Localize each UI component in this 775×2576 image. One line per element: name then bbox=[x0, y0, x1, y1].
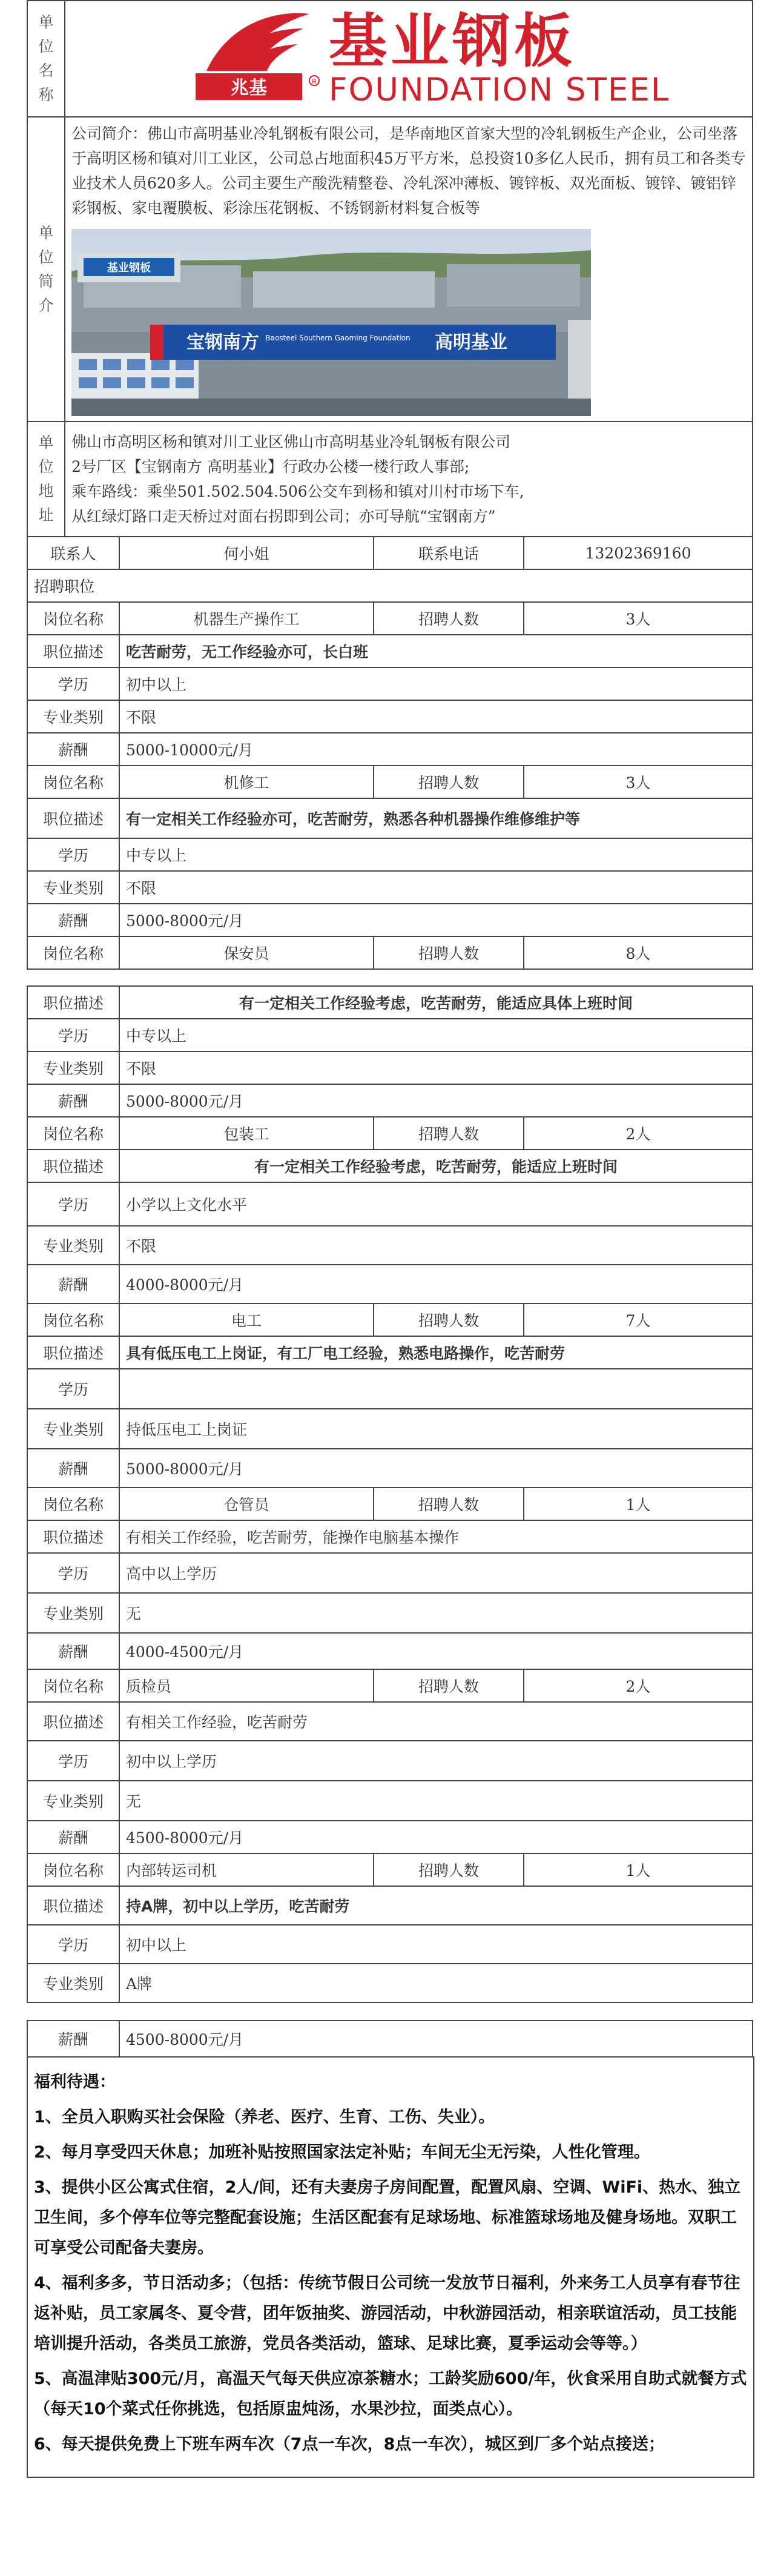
job-major-row bbox=[27, 1781, 753, 1821]
job-title: 机器生产操作工 bbox=[119, 602, 374, 635]
job-major-row bbox=[27, 700, 753, 733]
major-label: 专业类别 bbox=[27, 1964, 119, 2002]
job-major-row bbox=[27, 1051, 753, 1084]
phone-number: 13202369160 bbox=[524, 537, 753, 569]
job-desc-row bbox=[27, 1702, 753, 1741]
description-label: 职位描述 bbox=[27, 1886, 119, 1925]
job-salary: 4500-8000元/月 bbox=[119, 1821, 753, 1853]
job-description: 有相关工作经验，吃苦耐劳 bbox=[119, 1702, 753, 1741]
job-education: 初中以上 bbox=[119, 667, 753, 700]
job-title: 内部转运司机 bbox=[119, 1853, 374, 1886]
address-row bbox=[27, 422, 753, 537]
job-major: 不限 bbox=[119, 700, 753, 733]
unit-name-row bbox=[27, 1, 753, 117]
salary-label: 薪酬 bbox=[27, 1265, 119, 1303]
salary-label: 薪酬 bbox=[27, 904, 119, 936]
job-major: 无 bbox=[119, 1593, 753, 1633]
logo-cell bbox=[65, 1, 753, 117]
job-description: 具有低压电工上岗证，有工厂电工经验，熟悉电路操作，吃苦耐劳 bbox=[119, 1336, 753, 1369]
job-salary-row bbox=[27, 904, 753, 936]
job-header-row bbox=[27, 936, 753, 969]
job-headcount: 2人 bbox=[524, 1669, 753, 1702]
job-education: 小学以上文化水平 bbox=[119, 1182, 753, 1226]
job-headcount: 3人 bbox=[524, 766, 753, 798]
job-title: 质检员 bbox=[119, 1669, 374, 1702]
major-label: 专业类别 bbox=[27, 1226, 119, 1265]
job-edu-row bbox=[27, 667, 753, 700]
job-desc-row bbox=[27, 986, 753, 1019]
job-header-row bbox=[27, 1488, 753, 1520]
address-label: 单位地址 bbox=[38, 434, 54, 524]
position-label: 岗位名称 bbox=[27, 766, 119, 798]
job-edu-row bbox=[27, 1182, 753, 1226]
education-label: 学历 bbox=[27, 1369, 119, 1409]
job-headcount: 1人 bbox=[524, 1853, 753, 1886]
position-label: 岗位名称 bbox=[27, 1117, 119, 1150]
contact-name: 何小姐 bbox=[119, 537, 374, 569]
job-edu-row bbox=[27, 838, 753, 871]
photo-roof-sign: 基业钢板 bbox=[107, 262, 151, 274]
job-desc-row bbox=[27, 798, 753, 838]
intro-label: 单位简介 bbox=[38, 223, 54, 314]
headcount-label: 招聘人数 bbox=[374, 766, 524, 798]
address-label-cell bbox=[27, 422, 65, 537]
position-label: 岗位名称 bbox=[27, 1303, 119, 1336]
job-headcount: 3人 bbox=[524, 602, 753, 635]
job-edu-row bbox=[27, 1741, 753, 1781]
svg-text:R: R bbox=[312, 78, 317, 85]
welfare-item: 5、高温津贴300元/月，高温天气每天供应凉茶糖水；工龄奖励600/年，伙食采用自助式就餐方式（每天10个菜式任你挑选，包括原盅炖汤，水果沙拉，面类点心）。 bbox=[34, 2369, 747, 2419]
major-label: 专业类别 bbox=[27, 1051, 119, 1084]
job-major: 无 bbox=[119, 1781, 753, 1821]
position-label: 岗位名称 bbox=[27, 1488, 119, 1520]
headcount-label: 招聘人数 bbox=[374, 936, 524, 969]
headcount-label: 招聘人数 bbox=[374, 602, 524, 635]
job-title: 机修工 bbox=[119, 766, 374, 798]
table-gap bbox=[27, 970, 752, 985]
education-label: 学历 bbox=[27, 1182, 119, 1226]
major-label: 专业类别 bbox=[27, 1781, 119, 1821]
recruit-title: 招聘职位 bbox=[27, 569, 753, 602]
flame-logo-icon bbox=[196, 10, 323, 107]
job-salary-row bbox=[27, 2021, 753, 2057]
headcount-label: 招聘人数 bbox=[374, 1853, 524, 1886]
job-salary: 5000-8000元/月 bbox=[119, 1084, 753, 1117]
intro-label-cell bbox=[27, 117, 65, 422]
welfare-item: 3、提供小区公寓式住宿，2人/间，还有夫妻房子房间配置，配置风扇、空调、WiFi、热水、独立卫生间，多个停车位等完整配套设施；生活区配套有足球场地、标准篮球场地及健身场地。双职工可享受公司配备夫妻房。 bbox=[34, 2178, 741, 2257]
job-desc-row bbox=[27, 1150, 753, 1182]
job-major-row bbox=[27, 1409, 753, 1449]
job-description: 吃苦耐劳，无工作经验亦可，长白班 bbox=[119, 635, 753, 667]
job-headcount: 2人 bbox=[524, 1117, 753, 1150]
job-header-row bbox=[27, 766, 753, 798]
job-description: 有相关工作经验，吃苦耐劳，能操作电脑基本操作 bbox=[119, 1520, 753, 1553]
contact-label: 联系人 bbox=[27, 537, 119, 569]
job-major-row bbox=[27, 871, 753, 904]
education-label: 学历 bbox=[27, 1925, 119, 1964]
address-line: 从红绿灯路口走天桥过对面右拐即到公司；亦可导航“宝钢南方” bbox=[71, 508, 496, 525]
address-cell bbox=[65, 422, 753, 537]
education-label: 学历 bbox=[27, 667, 119, 700]
job-description: 有一定相关工作经验考虑，吃苦耐劳，能适应上班时间 bbox=[119, 1150, 753, 1182]
job-desc-row bbox=[27, 635, 753, 667]
job-headcount: 8人 bbox=[524, 936, 753, 969]
job-edu-row bbox=[27, 1925, 753, 1964]
job-education: 初中以上 bbox=[119, 1925, 753, 1964]
intro-cell bbox=[65, 117, 753, 422]
job-description: 有一定相关工作经验亦可，吃苦耐劳，熟悉各种机器操作维修维护等 bbox=[119, 798, 753, 838]
company-intro-text: 公司简介：佛山市高明基业冷轧钢板有限公司，是华南地区首家大型的冷轧钢板生产企业，公司坐落于高明区杨和镇对川工业区，公司总占地面积45万平方米，总投资10多亿人民币，拥有员工和各类专业技术人员620多人。公司主要生产酸洗精整卷、冷轧深冲薄板、镀锌板、双光面板、镀锌、镀铝锌彩钢板、家电覆膜板、彩涂压花钢板、不锈钢新材料复合板等 bbox=[71, 125, 746, 217]
job-education: 中专以上 bbox=[119, 838, 753, 871]
jobs-table-salary-tail bbox=[27, 2020, 753, 2058]
headcount-label: 招聘人数 bbox=[374, 1117, 524, 1150]
company-logo bbox=[65, 1, 752, 116]
job-desc-row bbox=[27, 1886, 753, 1925]
major-label: 专业类别 bbox=[27, 700, 119, 733]
job-headcount: 1人 bbox=[524, 1488, 753, 1520]
job-salary: 5000-8000元/月 bbox=[119, 1449, 753, 1488]
job-major: 持低压电工上岗证 bbox=[119, 1409, 753, 1449]
job-education: 中专以上 bbox=[119, 1019, 753, 1051]
job-title: 仓管员 bbox=[119, 1488, 374, 1520]
photo-sign-en: Baosteel Southern Gaoming Foundation bbox=[265, 334, 411, 342]
welfare-section bbox=[27, 2056, 754, 2478]
job-edu-row bbox=[27, 1369, 753, 1409]
job-major: 不限 bbox=[119, 1051, 753, 1084]
job-major-row bbox=[27, 1964, 753, 2002]
salary-label: 薪酬 bbox=[27, 1084, 119, 1117]
job-major: 不限 bbox=[119, 871, 753, 904]
position-label: 岗位名称 bbox=[27, 1669, 119, 1702]
job-description: 持A牌，初中以上学历，吃苦耐劳 bbox=[119, 1886, 753, 1925]
logo-cn-name: 基业钢板 bbox=[329, 7, 576, 75]
job-education: 初中以上学历 bbox=[119, 1741, 753, 1781]
unit-name-label-cell bbox=[27, 1, 65, 117]
job-salary: 5000-10000元/月 bbox=[119, 733, 753, 766]
education-label: 学历 bbox=[27, 1553, 119, 1593]
welfare-title: 福利待遇： bbox=[34, 2073, 116, 2091]
welfare-item: 1、全员入职购买社会保险（养老、医疗、生育、工伤、失业）。 bbox=[34, 2108, 495, 2127]
welfare-item: 4、福利多多，节日活动多；（包括：传统节假日公司统一发放节日福利，外来务工人员享有春节往返补贴，员工家属冬、夏令营，团年饭抽奖、游园活动，中秋游园活动，相亲联谊活动，员工技能培训提升活动，各类员工旅游，党员各类活动，篮球、足球比赛，夏季运动会等等。） bbox=[34, 2274, 740, 2353]
job-title: 包装工 bbox=[119, 1117, 374, 1150]
job-desc-row bbox=[27, 1520, 753, 1553]
job-salary-row bbox=[27, 1265, 753, 1303]
major-label: 专业类别 bbox=[27, 1593, 119, 1633]
description-label: 职位描述 bbox=[27, 1150, 119, 1182]
recruit-title-row bbox=[27, 569, 753, 602]
job-salary: 4500-8000元/月 bbox=[119, 2021, 753, 2057]
job-salary: 4000-4500元/月 bbox=[119, 1633, 753, 1669]
headcount-label: 招聘人数 bbox=[374, 1303, 524, 1336]
headcount-label: 招聘人数 bbox=[374, 1669, 524, 1702]
position-label: 岗位名称 bbox=[27, 936, 119, 969]
job-education bbox=[119, 1369, 753, 1409]
job-header-row bbox=[27, 1117, 753, 1150]
major-label: 专业类别 bbox=[27, 1409, 119, 1449]
job-education: 高中以上学历 bbox=[119, 1553, 753, 1593]
description-label: 职位描述 bbox=[27, 798, 119, 838]
jobs-table-continued bbox=[27, 985, 753, 2003]
job-headcount: 7人 bbox=[524, 1303, 753, 1336]
photo-sign-right: 高明基业 bbox=[435, 332, 507, 353]
position-label: 岗位名称 bbox=[27, 1853, 119, 1886]
address-line: 乘车路线：乘坐501.502.504.506公交车到杨和镇对川村市场下车, bbox=[71, 483, 524, 500]
description-label: 职位描述 bbox=[27, 1520, 119, 1553]
job-salary-row bbox=[27, 1633, 753, 1669]
education-label: 学历 bbox=[27, 1741, 119, 1781]
unit-name-label: 单位名称 bbox=[38, 13, 54, 104]
job-title: 保安员 bbox=[119, 936, 374, 969]
address-line: 2号厂区【宝钢南方 高明基业】行政办公楼一楼行政人事部; bbox=[71, 458, 470, 475]
job-salary-row bbox=[27, 1449, 753, 1488]
job-salary-row bbox=[27, 1084, 753, 1117]
job-title: 电工 bbox=[119, 1303, 374, 1336]
salary-label: 薪酬 bbox=[27, 1449, 119, 1488]
salary-label: 薪酬 bbox=[27, 1633, 119, 1669]
description-label: 职位描述 bbox=[27, 1702, 119, 1741]
job-major-row bbox=[27, 1226, 753, 1265]
logo-badge-text: 兆基 bbox=[231, 78, 267, 99]
table-gap bbox=[27, 2003, 752, 2020]
company-info-table bbox=[27, 0, 753, 537]
welfare-item: 6、每天提供免费上下班车两车次（7点一车次，8点一车次），城区到厂多个站点接送； bbox=[34, 2435, 665, 2454]
job-salary: 4000-8000元/月 bbox=[119, 1265, 753, 1303]
intro-row bbox=[27, 117, 753, 422]
education-label: 学历 bbox=[27, 838, 119, 871]
description-label: 职位描述 bbox=[27, 1336, 119, 1369]
salary-label: 薪酬 bbox=[27, 733, 119, 766]
logo-en-name: FOUNDATION STEEL bbox=[329, 71, 670, 108]
jobs-table bbox=[27, 536, 753, 970]
job-header-row bbox=[27, 1303, 753, 1336]
description-label: 职位描述 bbox=[27, 635, 119, 667]
education-label: 学历 bbox=[27, 1019, 119, 1051]
job-salary-row bbox=[27, 1821, 753, 1853]
welfare-item: 2、每月享受四天休息；加班补贴按照国家法定补贴；车间无尘无污染，人性化管理。 bbox=[34, 2143, 650, 2162]
job-major: A牌 bbox=[119, 1964, 753, 2002]
job-major: 不限 bbox=[119, 1226, 753, 1265]
job-desc-row bbox=[27, 1336, 753, 1369]
major-label: 专业类别 bbox=[27, 871, 119, 904]
description-label: 职位描述 bbox=[27, 986, 119, 1019]
headcount-label: 招聘人数 bbox=[374, 1488, 524, 1520]
job-edu-row bbox=[27, 1553, 753, 1593]
job-header-row bbox=[27, 1853, 753, 1886]
job-salary: 5000-8000元/月 bbox=[119, 904, 753, 936]
photo-sign-left: 宝钢南方 bbox=[186, 332, 259, 353]
job-description: 有一定相关工作经验考虑，吃苦耐劳，能适应具体上班时间 bbox=[119, 986, 753, 1019]
logo-text bbox=[329, 7, 670, 108]
job-salary-row bbox=[27, 733, 753, 766]
job-edu-row bbox=[27, 1019, 753, 1051]
job-header-row bbox=[27, 1669, 753, 1702]
phone-label: 联系电话 bbox=[374, 537, 524, 569]
job-header-row bbox=[27, 602, 753, 635]
contact-row bbox=[27, 537, 753, 569]
position-label: 岗位名称 bbox=[27, 602, 119, 635]
factory-photo bbox=[71, 229, 591, 416]
job-posting-sheet bbox=[27, 0, 752, 2478]
salary-label: 薪酬 bbox=[27, 2021, 119, 2057]
address-line: 佛山市高明区杨和镇对川工业区佛山市高明基业冷轧钢板有限公司 bbox=[71, 433, 511, 451]
job-major-row bbox=[27, 1593, 753, 1633]
salary-label: 薪酬 bbox=[27, 1821, 119, 1853]
